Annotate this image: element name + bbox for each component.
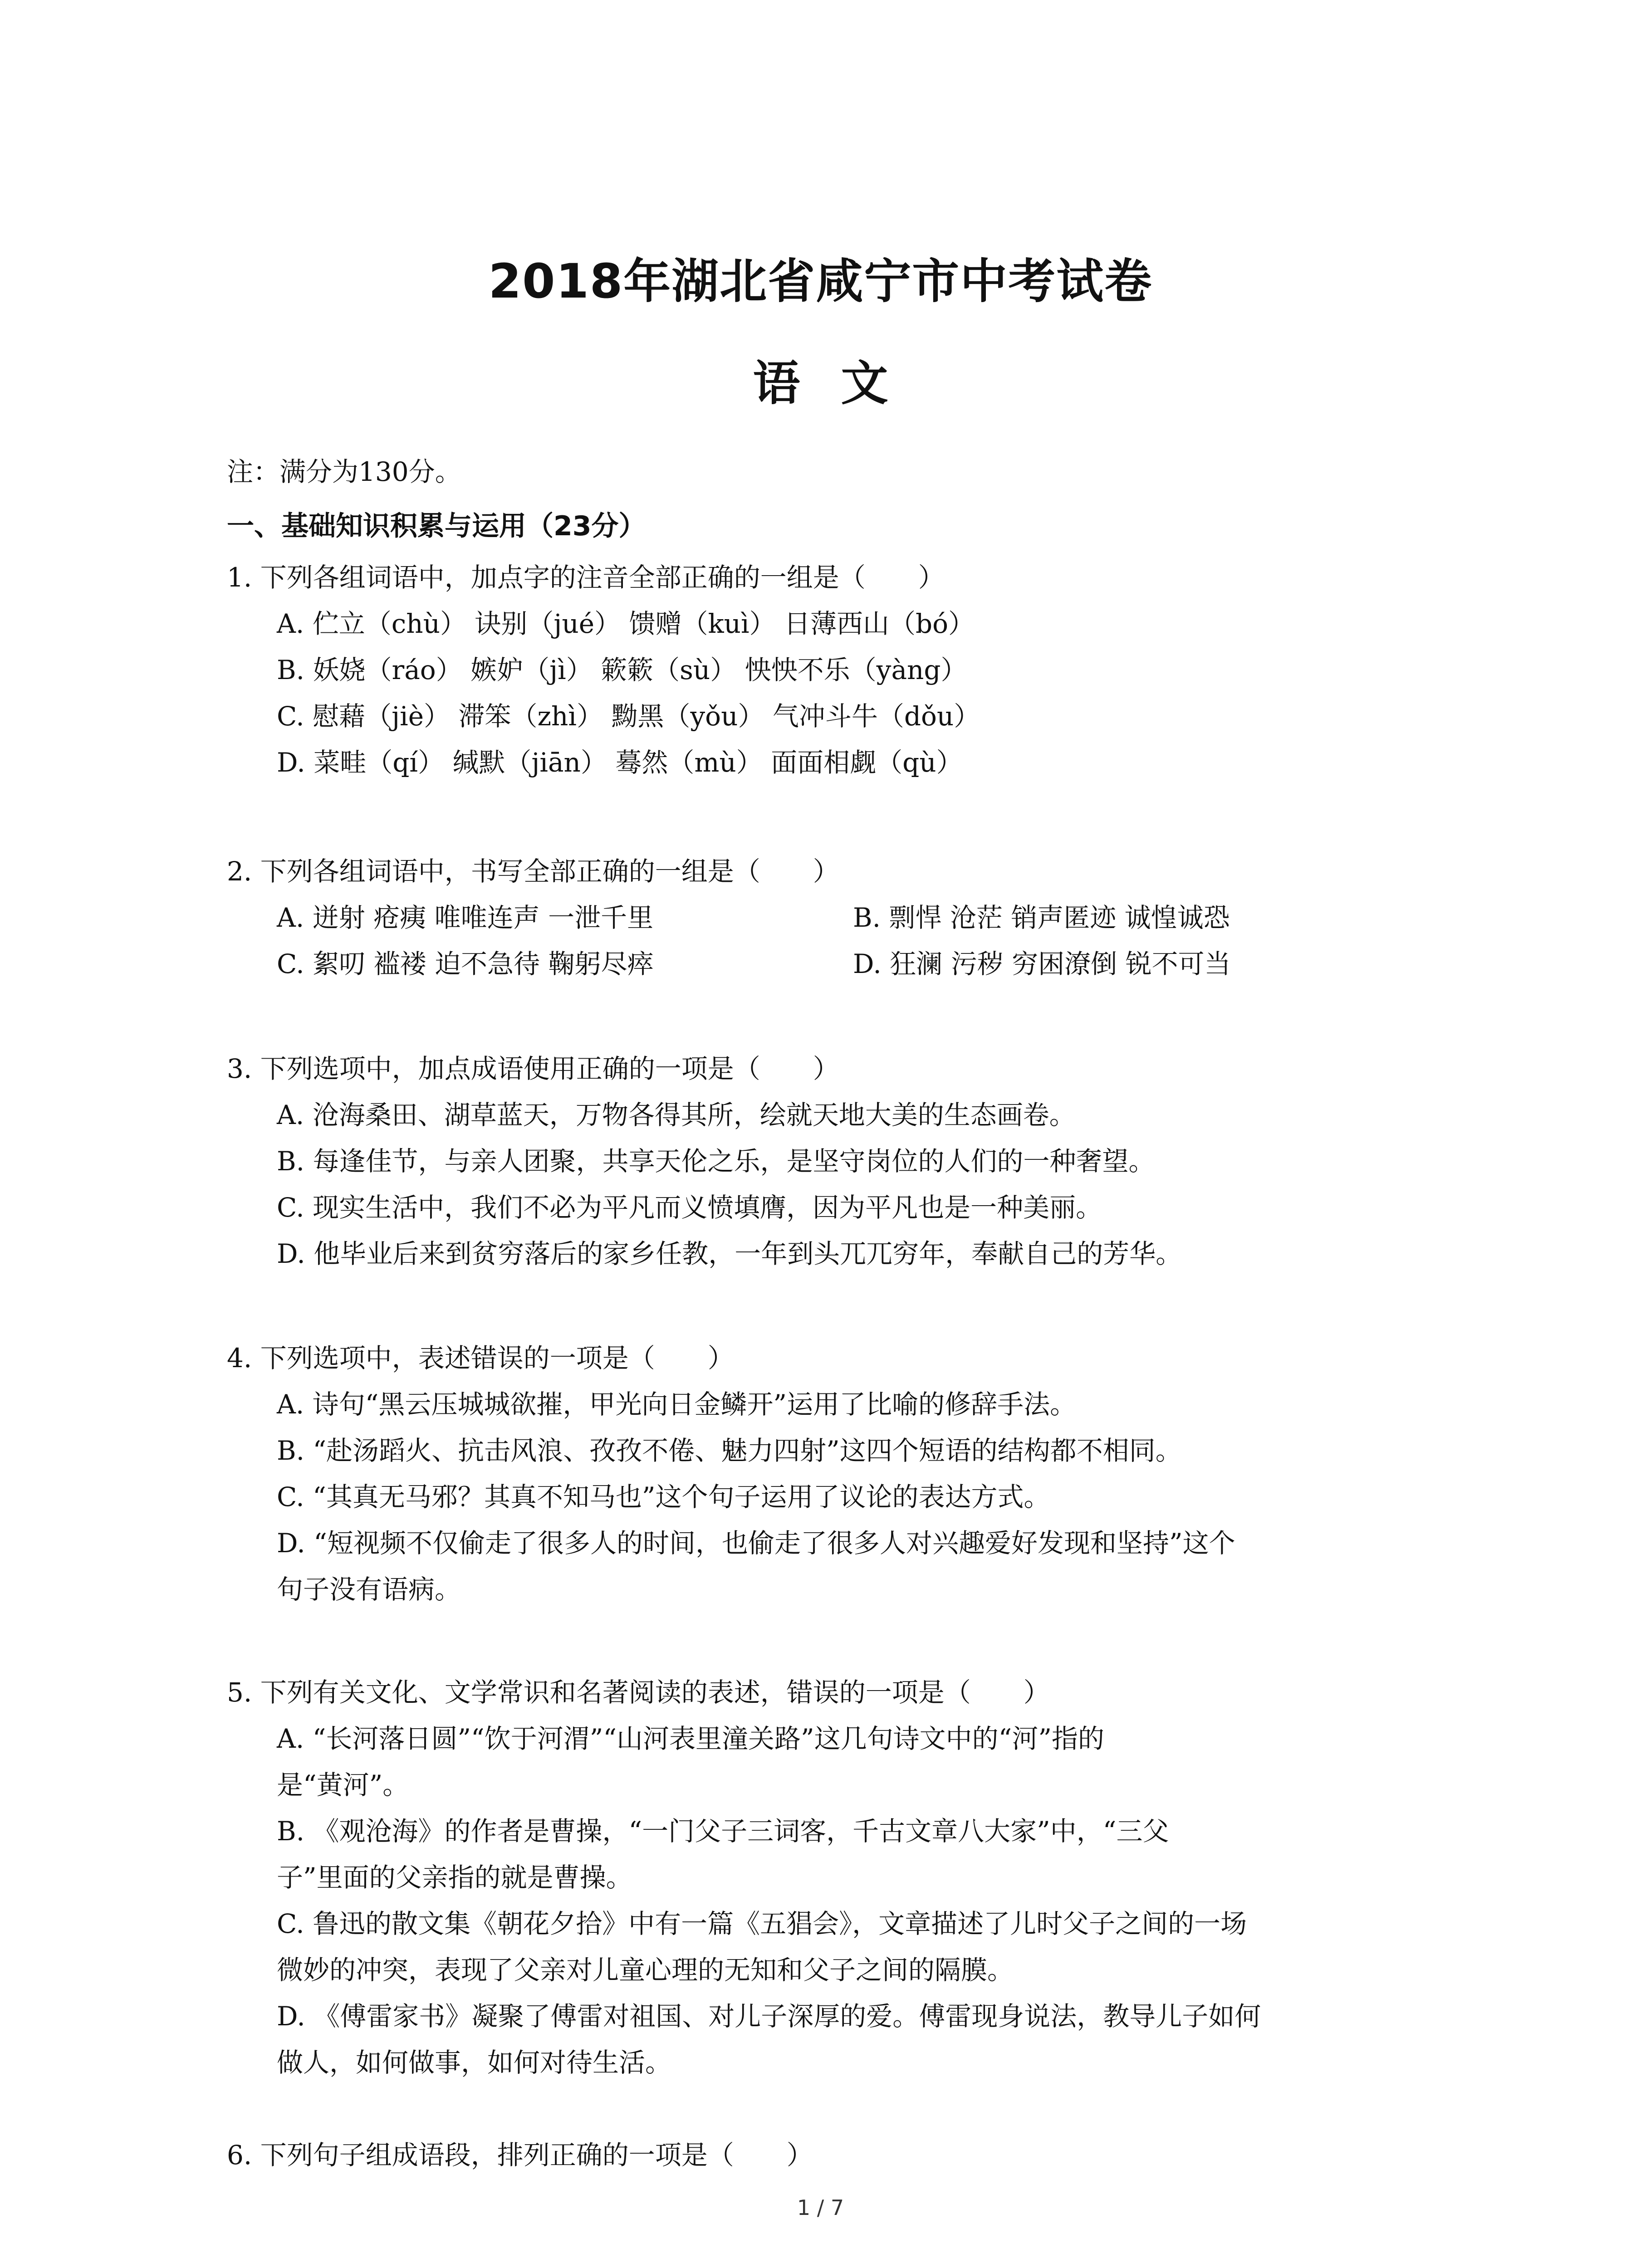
option-a: A. 伫立（chù） 诀别（jué） 馈赠（kuì） 日薄西山（bó）: [277, 608, 975, 639]
question-1: [227, 554, 1461, 786]
option-b: B. 每逢佳节，与亲人团聚，共享天伦之乐，是坚守岗位的人们的一种奢望。: [277, 1146, 1155, 1177]
option-b: B. “赴汤蹈火、抗击风浪、孜孜不倦、魅力四射”这四个短语的结构都不相同。: [277, 1435, 1182, 1466]
option-row: [227, 894, 1461, 941]
option-c: C. 慰藉（jiè） 滞笨（zhì） 黝黑（yǒu） 气冲斗牛（dǒu）: [277, 701, 980, 732]
page-title: 2018年湖北省咸宁市中考试卷: [488, 254, 1153, 309]
question-4: [227, 1335, 1461, 1613]
option-d: D. 他毕业后来到贫穷落后的家乡任教，一年到头兀兀穷年，奉献自己的芳华。: [277, 1238, 1182, 1269]
question-2: [227, 848, 1461, 987]
option-a: A. 诗句“黑云压城城欲摧，甲光向日金鳞开”运用了比喻的修辞手法。: [277, 1389, 1077, 1420]
score-note: 注：满分为130分。: [227, 456, 461, 487]
option-b: B. 剽悍 沧茫 销声匿迹 诚惶诚恐: [853, 902, 1230, 933]
option-d: D. 《傅雷家书》凝聚了傅雷对祖国、对儿子深厚的爱。傅雷现身说法，教导儿子如何: [277, 2001, 1261, 2032]
option-c: C. 絮叨 褴褛 迫不急待 鞠躬尽瘁: [277, 948, 654, 979]
option-a: A. “长河落日圆”“饮于河渭”“山河表里潼关路”这几句诗文中的“河”指的: [277, 1723, 1104, 1754]
option-d: D. 菜畦（qí） 缄默（jiān） 蓦然（mù） 面面相觑（qù）: [277, 747, 963, 778]
option-b: B. 妖娆（ráo） 嫉妒（jì） 簌簌（sù） 怏怏不乐（yàng）: [277, 655, 967, 685]
option-a-continued: 是“黄河”。: [277, 1769, 409, 1800]
page-number: 1 / 7: [797, 2195, 844, 2220]
question-stem: 1. 下列各组词语中，加点字的注音全部正确的一组是（ ）: [227, 562, 945, 593]
option-c: C. 鲁迅的散文集《朝花夕拾》中有一篇《五猖会》，文章描述了儿时父子之间的一场: [277, 1908, 1247, 1939]
question-stem: 6. 下列句子组成语段，排列正确的一项是（ ）: [227, 2140, 813, 2170]
option-d: D. 狂澜 污秽 穷困潦倒 锐不可当: [853, 948, 1231, 979]
option-a: A. 沧海桑田、湖草蓝天，万物各得其所，绘就天地大美的生态画卷。: [277, 1100, 1076, 1130]
question-stem: 2. 下列各组词语中，书写全部正确的一组是（ ）: [227, 856, 839, 887]
option-b: B. 《观沧海》的作者是曹操，“一门父子三词客，千古文章八大家”中，“三父: [277, 1816, 1169, 1847]
section-heading: 一、基础知识积累与运用（23分）: [227, 510, 646, 542]
question-5: [227, 1669, 1461, 2086]
option-c-continued: 微妙的冲突，表现了父亲对儿童心理的无知和父子之间的隔膜。: [277, 1955, 1014, 1985]
option-row: [227, 941, 1461, 987]
question-stem: 5. 下列有关文化、文学常识和名著阅读的表述，错误的一项是（ ）: [227, 1677, 1050, 1708]
option-a: A. 迸射 疮痍 唯唯连声 一泄千里: [277, 902, 654, 933]
option-d: D. “短视频不仅偷走了很多人的时间，也偷走了很多人对兴趣爱好发现和坚持”这个: [277, 1528, 1235, 1559]
question-3: [227, 1046, 1461, 1277]
question-stem: 4. 下列选项中，表述错误的一项是（ ）: [227, 1343, 734, 1374]
option-d-continued: 句子没有语病。: [277, 1574, 461, 1605]
option-d-continued: 做人，如何做事，如何对待生活。: [277, 2047, 672, 2078]
option-b-continued: 子”里面的父亲指的就是曹操。: [277, 1862, 632, 1893]
option-c: C. “其真无马邪？其真不知马也”这个句子运用了议论的表达方式。: [277, 1481, 1050, 1512]
option-c: C. 现实生活中，我们不必为平凡而义愤填膺，因为平凡也是一种美丽。: [277, 1192, 1102, 1223]
subject-title: 语文: [753, 356, 929, 411]
question-stem: 3. 下列选项中，加点成语使用正确的一项是（ ）: [227, 1053, 839, 1084]
question-6: [227, 2132, 1461, 2178]
